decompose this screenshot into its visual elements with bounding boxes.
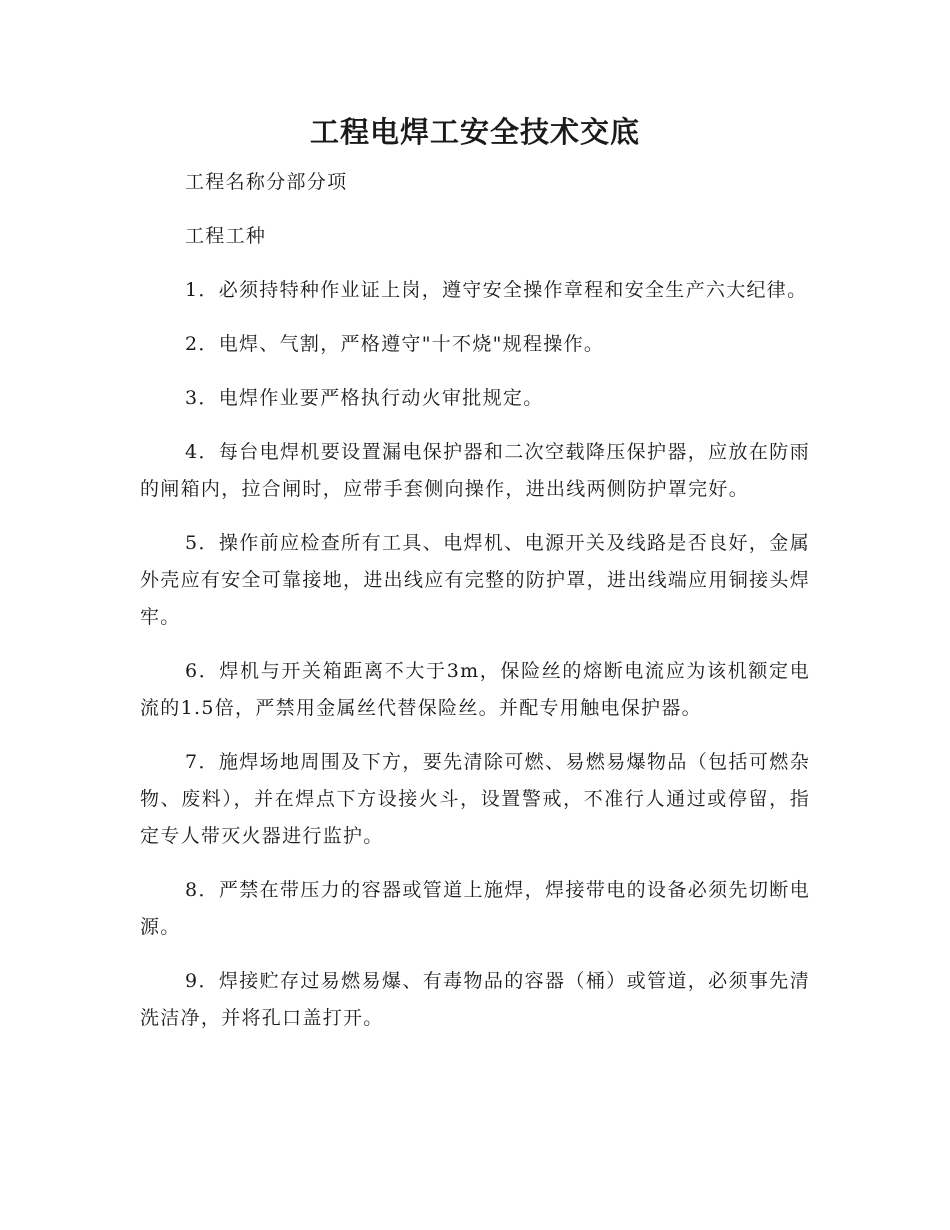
project-name-line: 工程名称分部分项 xyxy=(185,171,348,193)
document-body xyxy=(140,164,810,1054)
safety-item-7: 7．施焊场地周围及下方，要先清除可燃、易燃易爆物品（包括可燃杂物、废料），并在焊点下方设接火斗，设置警戒，不准行人通过或停留，指定专人带灭火器进行监护。 xyxy=(140,751,810,847)
safety-item-8: 8．严禁在带压力的容器或管道上施焊，焊接带电的设备必须先切断电源。 xyxy=(140,879,810,938)
safety-item-2: 2．电焊、气割，严格遵守"十不烧"规程操作。 xyxy=(185,333,605,355)
safety-item-6: 6．焊机与开关箱距离不大于3m，保险丝的熔断电流应为该机额定电流的1.5倍，严禁用金属丝代替保险丝。并配专用触电保护器。 xyxy=(140,660,810,719)
document-title: 工程电焊工安全技术交底 xyxy=(309,115,640,149)
project-trade-line: 工程工种 xyxy=(185,225,267,247)
safety-item-1: 1．必须持特种作业证上岗，遵守安全操作章程和安全生产六大纪律。 xyxy=(185,279,808,301)
safety-item-9: 9．焊接贮存过易燃易爆、有毒物品的容器（桶）或管道，必须事先清洗洁净，并将孔口盖打开。 xyxy=(140,970,810,1029)
safety-item-5: 5．操作前应检查所有工具、电焊机、电源开关及线路是否良好，金属外壳应有安全可靠接地，进出线应有完整的防护罩，进出线端应用铜接头焊牢。 xyxy=(140,532,810,628)
safety-item-4: 4．每台电焊机要设置漏电保护器和二次空载降压保护器，应放在防雨的闸箱内，拉合闸时，应带手套侧向操作，进出线两侧防护罩完好。 xyxy=(140,441,810,500)
safety-item-3: 3．电焊作业要严格执行动火审批规定。 xyxy=(185,387,544,409)
